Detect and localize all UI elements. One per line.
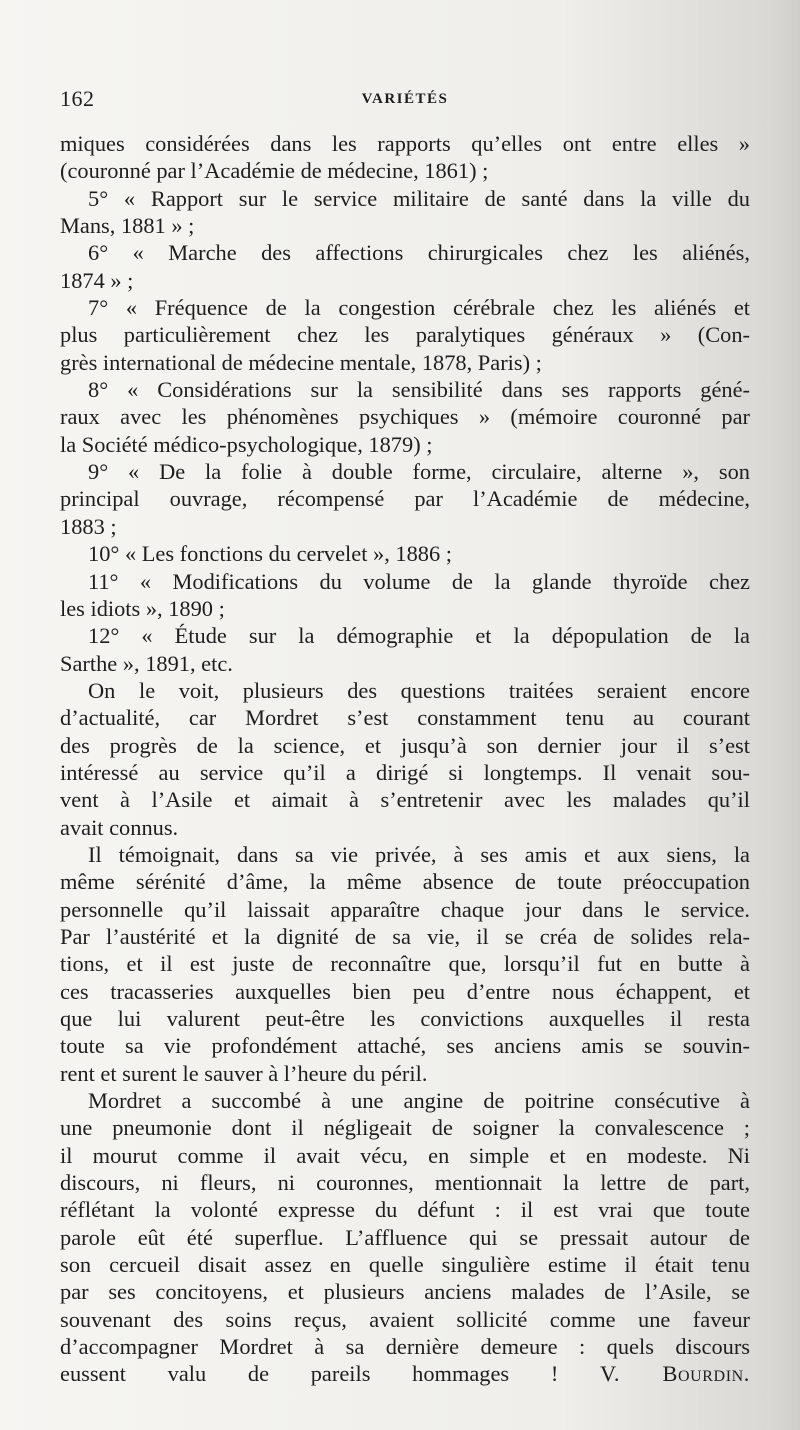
- text-line: la Société médico-psychologique, 1879) ;: [60, 431, 433, 457]
- text-line: principal ouvrage, récompensé par l’Académie de médecine,: [60, 486, 750, 512]
- closing-text: eussent valu de pareils hommages !: [60, 1361, 559, 1387]
- text-line: raux avec les phénomènes psychiques » (mémoire couronné par: [60, 404, 750, 430]
- text-line: 5° « Rapport sur le service militaire de santé dans la ville du: [88, 185, 750, 211]
- text-line: intéressé au service qu’il a dirigé si longtemps. Il venait sou-: [60, 759, 750, 785]
- text-line: toute sa vie profondément attaché, ses anciens amis se souvin-: [60, 1033, 750, 1059]
- text-line: discours, ni fleurs, ni couronnes, mentionnait la lettre de part,: [60, 1170, 750, 1196]
- text-line: une pneumonie dont il négligeait de soigner la convalescence ;: [60, 1115, 750, 1141]
- text-line: des progrès de la science, et jusqu’à son dernier jour il s’est: [60, 732, 750, 758]
- text-line: 11° « Modifications du volume de la glande thyroïde chez: [88, 568, 750, 594]
- text-line: miques considérées dans les rapports qu’elles ont entre elles »: [60, 131, 750, 156]
- page-header: [60, 86, 750, 118]
- text-line: d’actualité, car Mordret s’est constamment tenu au courant: [60, 705, 750, 731]
- text-line: souvenant des soins reçus, avaient sollicité comme une faveur: [60, 1306, 750, 1332]
- text-line: Il témoignait, dans sa vie privée, à ses amis et aux siens, la: [88, 841, 750, 867]
- text-line: plus particulièrement chez les paralytiques généraux » (Con-: [60, 322, 750, 348]
- text-line: 1874 » ;: [60, 267, 134, 293]
- text-line: 12° « Étude sur la démographie et la dépopulation de la: [88, 623, 750, 649]
- text-line: 1883 ;: [60, 513, 117, 539]
- text-line: personnelle qu’il laissait apparaître chaque jour dans le service.: [60, 896, 750, 922]
- text-line: d’accompagner Mordret à sa dernière demeure : quels discours: [60, 1334, 750, 1360]
- text-line: réflétant la volonté expresse du défunt : il est vrai que toute: [60, 1197, 750, 1223]
- text-line: Par l’austérité et la dignité de sa vie, il se créa de solides rela-: [60, 923, 750, 949]
- text-line: parole eût été superflue. L’affluence qui se pressait autour de: [60, 1224, 750, 1250]
- text-line: que lui valurent peut-être les convictions auxquelles il resta: [60, 1006, 750, 1031]
- text-line: Sarthe », 1891, etc.: [60, 650, 233, 676]
- text-line: Mans, 1881 » ;: [60, 213, 195, 239]
- text-line: Mordret a succombé à une angine de poitrine consécutive à: [88, 1088, 750, 1114]
- text-line: les idiots », 1890 ;: [60, 595, 225, 621]
- text-line: vent à l’Asile et aimait à s’entretenir avec les malades qu’il: [60, 787, 750, 813]
- text-line: rent et surent le sauver à l’heure du péril.: [60, 1060, 428, 1086]
- text-line: avait connus.: [60, 814, 179, 840]
- text-line: ces tracasseries auxquelles bien peu d’entre nous échappent, et: [60, 978, 750, 1004]
- signature: V. Bourdin.: [600, 1361, 750, 1387]
- text-line: même sérénité d’âme, la même absence de toute préoccupation: [60, 869, 750, 895]
- text-line: 10° « Les fonctions du cervelet », 1886 ;: [88, 541, 453, 567]
- text-line: tions, et il est juste de reconnaître que, lorsqu’il fut en butte à: [60, 951, 750, 977]
- text-line: 7° « Fréquence de la congestion cérébrale chez les aliénés et: [88, 295, 750, 321]
- text-line: (couronné par l’Académie de médecine, 1861) ;: [60, 158, 489, 184]
- page-number: 162: [60, 86, 95, 111]
- text-line: 8° « Considérations sur la sensibilité dans ses rapports géné-: [88, 377, 750, 403]
- running-head: VARIÉTÉS: [361, 91, 449, 107]
- text-line: son cercueil disait assez en quelle singulière estime il était tenu: [60, 1252, 750, 1278]
- body-text: [60, 130, 750, 1388]
- text-line: il mourut comme il avait vécu, en simple et en modeste. Ni: [60, 1142, 750, 1168]
- text-line: 6° « Marche des affections chirurgicales chez les aliénés,: [88, 240, 750, 266]
- text-line: On le voit, plusieurs des questions traitées seraient encore: [88, 677, 750, 703]
- text-line: grès international de médecine mentale, 1878, Paris) ;: [60, 349, 542, 375]
- closing-line: [60, 1360, 750, 1387]
- text-line: par ses concitoyens, et plusieurs anciens malades de l’Asile, se: [60, 1279, 750, 1305]
- text-line: 9° « De la folie à double forme, circulaire, alterne », son: [88, 459, 750, 485]
